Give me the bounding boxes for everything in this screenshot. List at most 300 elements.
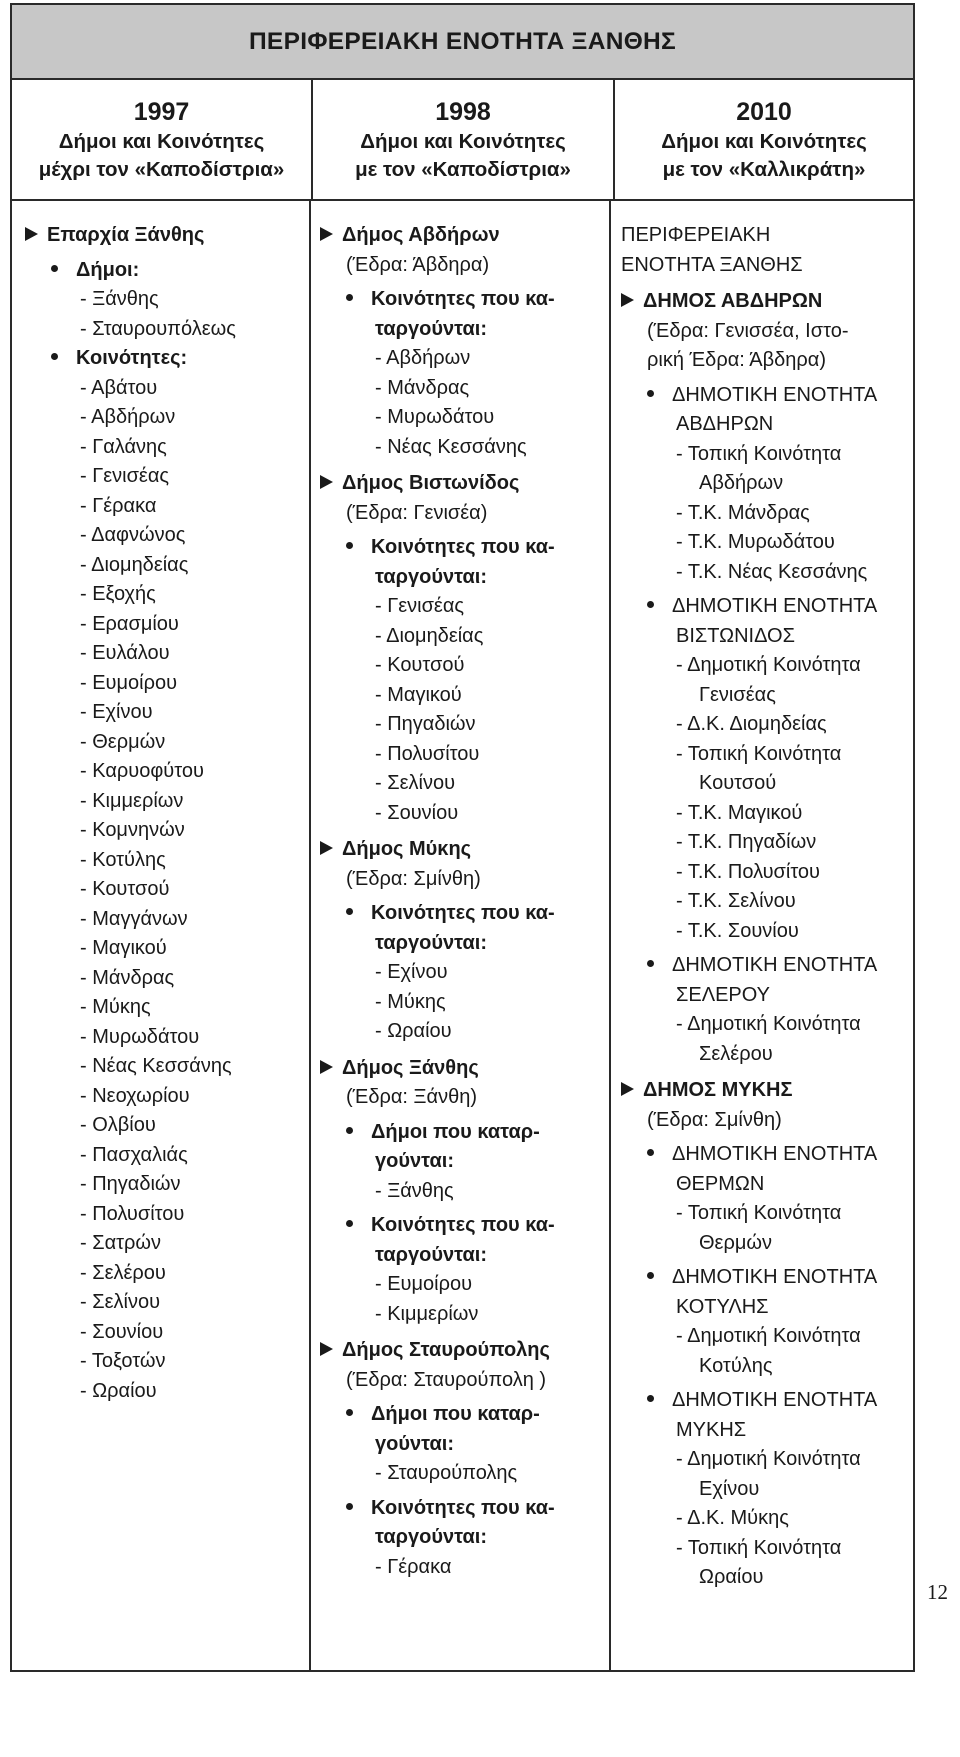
list-item-text: - Δ.Κ. Μύκης xyxy=(676,1507,789,1529)
list-item xyxy=(621,1010,911,1040)
list-item-text: - Τοπική Κοινότητα xyxy=(676,1202,842,1224)
list-item-text: - Γέρακα xyxy=(375,1555,452,1578)
municipality-seat xyxy=(320,865,609,895)
group-label xyxy=(25,344,309,374)
list-item-text: Εχίνου xyxy=(699,1477,760,1500)
list-item xyxy=(25,1023,309,1053)
triangle-bullet-icon xyxy=(320,841,333,855)
list-item xyxy=(320,344,609,374)
municipality-name xyxy=(621,287,911,317)
municipality-seat xyxy=(320,251,609,281)
group-label-text: Κοινότητες που κα- xyxy=(371,1214,555,1236)
list-item xyxy=(621,1504,911,1534)
header-line: Δήμοι και Κοινότητες xyxy=(58,129,265,153)
municipal-unit xyxy=(621,951,911,981)
municipality-name-text: Δήμος Ξάνθης xyxy=(342,1056,479,1079)
municipality-name-text: Δήμος Μύκης xyxy=(342,838,472,860)
list-item-text: - Ολβίου xyxy=(80,1114,156,1136)
list-item-text: - Σταυρουπόλεως xyxy=(80,317,236,340)
region-heading xyxy=(621,251,911,281)
municipality-seat-text: ρική Έδρα: Άβδηρα) xyxy=(647,349,826,371)
municipality-seat xyxy=(320,1083,609,1113)
list-item-text: - Κοτύλης xyxy=(80,848,166,871)
group-label xyxy=(320,563,609,593)
municipality-seat xyxy=(621,1106,911,1136)
column-1998 xyxy=(311,201,611,1670)
region-heading-text: ΕΝΟΤΗΤΑ ΞΑΝΘΗΣ xyxy=(621,253,803,276)
list-item xyxy=(25,1318,309,1348)
bullet-icon xyxy=(647,1272,654,1279)
province-heading-text: Επαρχία Ξάνθης xyxy=(47,224,205,246)
bullet-icon xyxy=(346,1503,353,1510)
list-item xyxy=(25,698,309,728)
list-item-text: - Μάνδρας xyxy=(80,966,175,989)
group-label xyxy=(320,1400,609,1430)
list-item xyxy=(621,799,911,829)
header-year: 2010 xyxy=(736,97,792,126)
list-item xyxy=(320,374,609,404)
list-item-text: - Τ.Κ. Σουνίου xyxy=(676,919,799,942)
list-item-text: - Νέας Κεσσάνης xyxy=(375,435,527,458)
list-item xyxy=(25,315,309,345)
list-item xyxy=(25,521,309,551)
list-item-text: - Πηγαδιών xyxy=(375,713,476,735)
header-line: Δήμοι και Κοινότητες xyxy=(360,129,566,153)
list-item xyxy=(320,988,609,1018)
list-item-text: - Κιμμερίων xyxy=(375,1302,479,1325)
list-item-text: Θερμών xyxy=(699,1231,772,1254)
table-title: ΠΕΡΙΦΕΡΕΙΑΚΗ ΕΝΟΤΗΤΑ ΞΑΝΘΗΣ xyxy=(12,5,913,80)
list-item-text: - Δημοτική Κοινότητα xyxy=(676,1448,861,1470)
list-item xyxy=(320,651,609,681)
municipality-seat-text: (Έδρα: Άβδηρα) xyxy=(346,253,490,276)
group-label xyxy=(320,1430,609,1460)
list-item xyxy=(320,1553,609,1583)
municipal-unit xyxy=(621,1263,911,1293)
list-item-text: - Δ.Κ. Διομηδείας xyxy=(676,713,827,735)
list-item xyxy=(25,934,309,964)
list-item xyxy=(320,681,609,711)
list-item-text: - Σουνίου xyxy=(375,801,459,824)
list-item-text: - Αβδήρων xyxy=(375,347,471,369)
list-item xyxy=(320,740,609,770)
group-label xyxy=(320,1523,609,1553)
list-item xyxy=(25,462,309,492)
list-item xyxy=(25,1111,309,1141)
list-item-text: - Μάνδρας xyxy=(375,376,470,399)
triangle-bullet-icon xyxy=(621,293,634,307)
list-item-text: - Σελίνου xyxy=(80,1291,160,1313)
municipality-name xyxy=(320,221,609,251)
list-item-text: - Ευλάλου xyxy=(80,642,170,664)
municipality-seat-text: (Έδρα: Ξάνθη) xyxy=(346,1086,477,1108)
list-item-text: Γενισέας xyxy=(699,683,776,706)
list-item xyxy=(320,769,609,799)
municipality-seat-text: (Έδρα: Γενισσέα, Ιστο- xyxy=(647,319,849,342)
list-item xyxy=(25,669,309,699)
list-item xyxy=(621,1563,911,1593)
group-label-text: Δήμοι που καταρ- xyxy=(371,1403,540,1425)
group-label-text: Δήμοι: xyxy=(76,258,140,281)
list-item-text: - Δημοτική Κοινότητα xyxy=(676,654,861,676)
list-item-text: - Τ.Κ. Πολυσίτου xyxy=(676,860,820,883)
list-item xyxy=(621,558,911,588)
list-item-text: - Ωραίου xyxy=(80,1379,157,1402)
municipality-name xyxy=(320,1336,609,1366)
list-item-text: - Ξάνθης xyxy=(80,288,159,310)
bullet-icon xyxy=(346,1409,353,1416)
body-row xyxy=(12,201,913,1670)
list-item xyxy=(25,1170,309,1200)
header-line: με τον «Καποδίστρια» xyxy=(355,157,571,181)
list-item xyxy=(621,1534,911,1564)
triangle-bullet-icon xyxy=(320,1060,333,1074)
list-item-text: - Πηγαδιών xyxy=(80,1173,181,1195)
list-item-text: - Δημοτική Κοινότητα xyxy=(676,1325,861,1347)
list-item-text: - Τ.Κ. Σελίνου xyxy=(676,890,796,912)
list-item xyxy=(25,580,309,610)
list-item-text: - Τοπική Κοινότητα xyxy=(676,1536,842,1559)
list-item-text: - Σουνίου xyxy=(80,1320,164,1343)
list-item-text: - Κιμμερίων xyxy=(80,789,184,812)
list-item-text: - Γενισέας xyxy=(80,465,170,487)
municipality-seat-text: (Έδρα: Σμίνθη) xyxy=(647,1108,782,1131)
header-year: 1997 xyxy=(133,97,190,126)
column-1997 xyxy=(12,201,311,1670)
group-label-text: γούνται: xyxy=(375,1150,454,1172)
list-item xyxy=(320,433,609,463)
list-item-text: - Τ.Κ. Νέας Κεσσάνης xyxy=(676,560,868,583)
municipality-seat xyxy=(320,1366,609,1396)
list-item-text: - Μαγγάνων xyxy=(80,907,188,930)
triangle-bullet-icon xyxy=(320,475,333,489)
list-item xyxy=(25,787,309,817)
header-year: 1998 xyxy=(435,97,491,126)
list-item xyxy=(25,846,309,876)
list-item-text: - Τ.Κ. Μαγικού xyxy=(676,801,803,824)
list-item-text: Κουτσού xyxy=(699,772,777,794)
bullet-icon xyxy=(647,960,654,967)
header-line: μέχρι τον «Καποδίστρια» xyxy=(38,157,285,181)
list-item-text: - Νεοχωρίου xyxy=(80,1084,190,1107)
municipal-unit xyxy=(621,410,911,440)
list-item-text: - Εχίνου xyxy=(80,701,153,723)
list-item-text: - Τ.Κ. Μυρωδάτου xyxy=(676,531,835,553)
list-item xyxy=(621,740,911,770)
list-item-text: - Καρυοφύτου xyxy=(80,760,204,782)
region-heading xyxy=(621,221,911,251)
group-label xyxy=(320,1147,609,1177)
header-row xyxy=(12,80,913,201)
municipal-unit-text: ΔΗΜΟΤΙΚΗ ΕΝΟΤΗΤΑ xyxy=(672,383,878,406)
list-item xyxy=(25,285,309,315)
group-label-text: Κοινότητες που κα- xyxy=(371,536,555,558)
list-item xyxy=(621,499,911,529)
bullet-icon xyxy=(346,908,353,915)
list-item xyxy=(621,769,911,799)
list-item-text: Σελέρου xyxy=(699,1042,773,1065)
municipality-name-text: ΔΗΜΟΣ ΜΥΚΗΣ xyxy=(643,1079,793,1101)
list-item xyxy=(320,1017,609,1047)
municipal-unit-text: ΒΙΣΤΩΝΙΔΟΣ xyxy=(676,624,795,647)
bullet-icon xyxy=(346,542,353,549)
list-item xyxy=(25,1052,309,1082)
list-item xyxy=(25,1229,309,1259)
list-item-text: - Ευμοίρου xyxy=(80,671,178,694)
list-item-text: - Γαλάνης xyxy=(80,435,167,458)
municipality-name-text: Δήμος Αβδήρων xyxy=(342,224,500,246)
group-label xyxy=(320,285,609,315)
bullet-icon xyxy=(346,1127,353,1134)
list-item xyxy=(25,374,309,404)
list-item xyxy=(25,1082,309,1112)
list-item xyxy=(25,610,309,640)
municipality-seat xyxy=(320,499,609,529)
list-item-text: - Αβδήρων xyxy=(80,406,176,428)
bullet-icon xyxy=(647,601,654,608)
list-item xyxy=(621,1229,911,1259)
list-item xyxy=(25,728,309,758)
municipal-unit xyxy=(621,622,911,652)
list-item xyxy=(25,492,309,522)
triangle-bullet-icon xyxy=(320,1342,333,1356)
list-item-text: - Μύκης xyxy=(375,990,446,1013)
list-item xyxy=(621,828,911,858)
group-label xyxy=(320,899,609,929)
list-item xyxy=(25,993,309,1023)
municipality-name xyxy=(621,1076,911,1106)
municipality-name-text: ΔΗΜΟΣ ΑΒΔΗΡΩΝ xyxy=(643,290,823,312)
header-1998 xyxy=(313,80,615,199)
list-item-text: - Κουτσού xyxy=(375,654,465,676)
list-item xyxy=(320,1300,609,1330)
group-label xyxy=(320,1494,609,1524)
header-line: Δήμοι και Κοινότητες xyxy=(661,129,867,153)
triangle-bullet-icon xyxy=(25,227,38,241)
list-item-text: - Τοπική Κοινότητα xyxy=(676,742,842,765)
group-label-text: Κοινότητες που κα- xyxy=(371,288,555,310)
triangle-bullet-icon xyxy=(621,1082,634,1096)
municipality-seat xyxy=(621,317,911,347)
municipality-seat-text: (Έδρα: Σμίνθη) xyxy=(346,867,481,890)
list-item-text: Ωραίου xyxy=(699,1566,764,1588)
list-item xyxy=(621,858,911,888)
list-item xyxy=(25,433,309,463)
list-item-text: - Θερμών xyxy=(80,730,166,753)
list-item-text: - Κουτσού xyxy=(80,878,170,900)
municipality-name-text: Δήμος Βιστωνίδος xyxy=(342,472,520,494)
list-item xyxy=(621,1475,911,1505)
municipal-unit-text: ΘΕΡΜΩΝ xyxy=(676,1172,765,1195)
list-item-text: - Μαγικού xyxy=(80,937,167,959)
list-item xyxy=(25,1288,309,1318)
group-label-text: Δήμοι που καταρ- xyxy=(371,1120,540,1143)
list-item-text: - Κομνηνών xyxy=(80,819,185,841)
list-item-text: - Πολυσίτου xyxy=(375,742,480,765)
list-item-text: - Νέας Κεσσάνης xyxy=(80,1055,232,1077)
municipal-unit-text: ΔΗΜΟΤΙΚΗ ΕΝΟΤΗΤΑ xyxy=(672,595,878,617)
list-item xyxy=(25,816,309,846)
group-label-text: ταργούνται: xyxy=(375,317,488,340)
group-label-text: ταργούνται: xyxy=(375,1243,488,1266)
list-item-text: - Σελίνου xyxy=(375,772,455,794)
municipality-name xyxy=(320,835,609,865)
list-item-text: - Σατρών xyxy=(80,1232,162,1254)
list-item-text: - Τοξοτών xyxy=(80,1350,166,1372)
group-label xyxy=(320,1211,609,1241)
list-item xyxy=(621,651,911,681)
list-item xyxy=(621,1322,911,1352)
list-item xyxy=(25,551,309,581)
municipal-unit-text: ΔΗΜΟΤΙΚΗ ΕΝΟΤΗΤΑ xyxy=(672,1389,878,1411)
list-item xyxy=(25,1200,309,1230)
list-item xyxy=(320,1270,609,1300)
list-item xyxy=(320,403,609,433)
list-item xyxy=(621,681,911,711)
list-item xyxy=(25,1377,309,1407)
list-item-text: - Σελέρου xyxy=(80,1261,166,1284)
list-item-text: - Ευμοίρου xyxy=(375,1273,473,1295)
group-label xyxy=(25,256,309,286)
bullet-icon xyxy=(346,1220,353,1227)
list-item xyxy=(25,875,309,905)
group-label-text: Κοινότητες που κα- xyxy=(371,902,555,924)
bullet-icon xyxy=(647,1149,654,1156)
list-item xyxy=(320,622,609,652)
page-number: 12 xyxy=(927,1580,948,1604)
bullet-icon xyxy=(647,390,654,397)
list-item-text: - Μύκης xyxy=(80,996,151,1018)
municipality-seat-text: (Έδρα: Γενισέα) xyxy=(346,501,488,524)
group-label xyxy=(320,1118,609,1148)
group-label-text: γούνται: xyxy=(375,1432,454,1455)
list-item xyxy=(621,1445,911,1475)
header-line: με τον «Καλλικράτη» xyxy=(662,157,866,181)
list-item xyxy=(621,440,911,470)
municipal-unit-text: ΚΟΤΥΛΗΣ xyxy=(676,1295,769,1318)
municipal-unit xyxy=(621,1386,911,1416)
list-item xyxy=(621,528,911,558)
list-item xyxy=(320,958,609,988)
list-item-text: - Τοπική Κοινότητα xyxy=(676,442,842,465)
list-item xyxy=(320,710,609,740)
triangle-bullet-icon xyxy=(320,227,333,241)
list-item-text: - Ξάνθης xyxy=(375,1179,454,1202)
municipal-unit-text: ΜΥΚΗΣ xyxy=(676,1418,747,1441)
municipality-seat-text: (Έδρα: Σταυρούπολη ) xyxy=(346,1368,547,1391)
list-item-text: - Μυρωδάτου xyxy=(80,1025,200,1048)
municipal-unit xyxy=(621,1170,911,1200)
bullet-icon xyxy=(51,353,58,360)
list-item-text: - Τ.Κ. Πηγαδίων xyxy=(676,831,817,853)
list-item-text: - Μυρωδάτου xyxy=(375,406,495,428)
list-item-text: - Γέρακα xyxy=(80,494,157,517)
list-item-text: - Αβάτου xyxy=(80,376,158,399)
list-item xyxy=(621,1352,911,1382)
list-item-text: - Τ.Κ. Μάνδρας xyxy=(676,501,810,524)
group-label xyxy=(320,315,609,345)
list-item xyxy=(621,710,911,740)
municipal-unit xyxy=(621,381,911,411)
list-item-text: - Πολυσίτου xyxy=(80,1202,185,1225)
list-item xyxy=(621,887,911,917)
list-item xyxy=(25,905,309,935)
municipal-unit xyxy=(621,1416,911,1446)
municipal-unit-text: ΔΗΜΟΤΙΚΗ ΕΝΟΤΗΤΑ xyxy=(672,954,878,976)
list-item xyxy=(621,469,911,499)
list-item xyxy=(320,1459,609,1489)
list-item-text: - Πασχαλιάς xyxy=(80,1143,188,1166)
list-item xyxy=(25,1259,309,1289)
group-label-text: Κοινότητες που κα- xyxy=(371,1496,555,1519)
municipal-unit-text: ΑΒΔΗΡΩΝ xyxy=(676,413,774,435)
municipal-unit xyxy=(621,981,911,1011)
bullet-icon xyxy=(346,294,353,301)
municipal-unit-text: ΔΗΜΟΤΙΚΗ ΕΝΟΤΗΤΑ xyxy=(672,1143,878,1165)
region-heading-text: ΠΕΡΙΦΕΡΕΙΑΚΗ xyxy=(621,224,771,246)
list-item xyxy=(320,1177,609,1207)
list-item xyxy=(621,1040,911,1070)
list-item-text: - Σταυρούπολης xyxy=(375,1462,518,1484)
list-item-text: - Εχίνου xyxy=(375,961,448,983)
list-item xyxy=(621,1199,911,1229)
column-2010 xyxy=(611,201,913,1670)
municipality-name xyxy=(320,1054,609,1084)
list-item-text: - Μαγικού xyxy=(375,683,462,706)
municipal-unit-text: ΣΕΛΕΡΟΥ xyxy=(676,983,770,1006)
group-label xyxy=(320,929,609,959)
header-1997 xyxy=(12,80,313,199)
municipality-name-text: Δήμος Σταυρούπολης xyxy=(342,1339,550,1361)
group-label-text: ταργούνται: xyxy=(375,565,488,588)
municipality-seat xyxy=(621,346,911,376)
list-item-text: - Δαφνώνος xyxy=(80,524,186,546)
list-item-text: - Ωραίου xyxy=(375,1020,452,1042)
group-label xyxy=(320,1241,609,1271)
list-item-text: Αβδήρων xyxy=(699,472,784,494)
list-item-text: - Ερασμίου xyxy=(80,612,179,635)
list-item-text: Κοτύλης xyxy=(699,1354,773,1377)
province-heading xyxy=(25,221,309,251)
list-item xyxy=(320,799,609,829)
list-item-text: - Διομηδείας xyxy=(375,624,484,647)
header-2010 xyxy=(615,80,913,199)
group-label-text: ταργούνται: xyxy=(375,931,488,954)
list-item xyxy=(25,964,309,994)
bullet-icon xyxy=(51,265,58,272)
list-item xyxy=(25,403,309,433)
municipal-unit-text: ΔΗΜΟΤΙΚΗ ΕΝΟΤΗΤΑ xyxy=(672,1266,878,1288)
group-label-text: Κοινότητες: xyxy=(76,347,188,369)
municipal-unit xyxy=(621,592,911,622)
list-item xyxy=(621,917,911,947)
list-item xyxy=(25,757,309,787)
list-item xyxy=(25,639,309,669)
municipalities-table xyxy=(10,3,915,1672)
list-item xyxy=(25,1347,309,1377)
bullet-icon xyxy=(647,1395,654,1402)
group-label xyxy=(320,533,609,563)
list-item-text: - Γενισέας xyxy=(375,595,465,617)
municipal-unit xyxy=(621,1140,911,1170)
list-item xyxy=(25,1141,309,1171)
municipal-unit xyxy=(621,1293,911,1323)
group-label-text: ταργούνται: xyxy=(375,1526,488,1548)
municipality-name xyxy=(320,469,609,499)
list-item xyxy=(320,592,609,622)
list-item-text: - Διομηδείας xyxy=(80,553,189,576)
list-item-text: - Εξοχής xyxy=(80,583,156,605)
